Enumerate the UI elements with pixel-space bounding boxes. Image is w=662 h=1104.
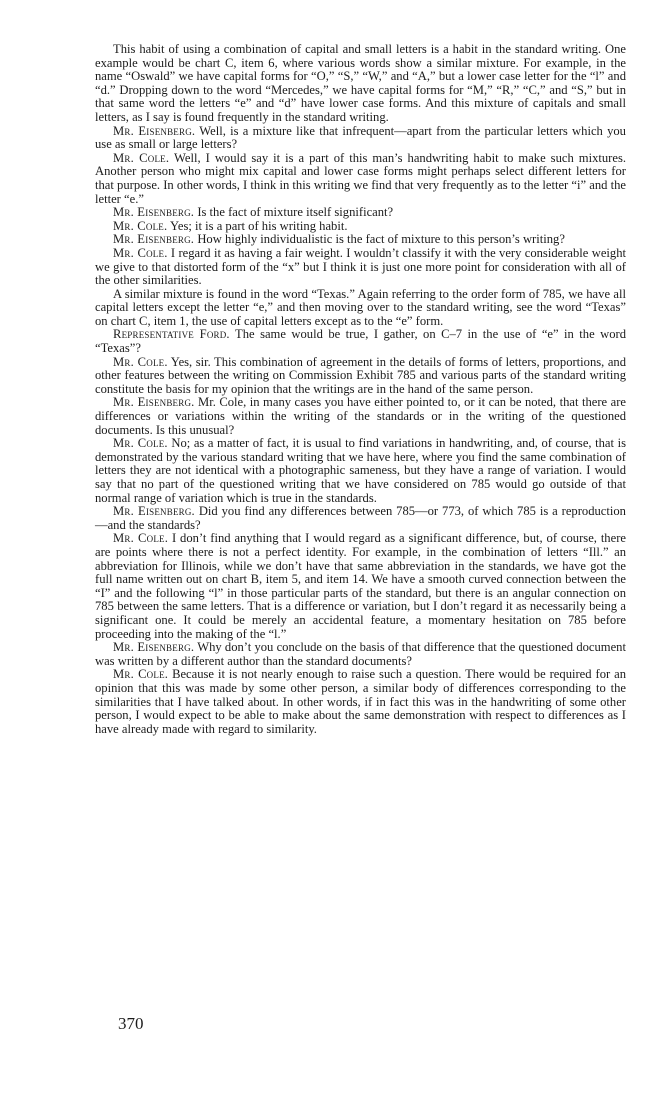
paragraph xyxy=(95,356,626,397)
paragraph xyxy=(95,206,626,220)
paragraph-text: I don’t find anything that I would regard as a significant difference, but, of course, there are points where there is not a perfect identity. For example, in the combination of letters “Ill.” an abbreviation for Illinois, while we don’t have that same abbreviation in the standards, we have got the full name written out on chart B, item 5, and item 14. We have a smooth curved connection between the “I” and the following “l” in those particular parts of the standard, but there is an angular connection on 785 between the same letters. That is a difference or variation, but I don’t regard it as necessarily being a significant one. It could be merely an accidental feature, a momentary hesitation on 785 before proceeding into the making of the “l.” xyxy=(95,531,626,641)
paragraph-text: Did you find any differences between 785—or 773, of which 785 is a reproduction—and the standards? xyxy=(95,504,626,532)
paragraph xyxy=(95,125,626,152)
speaker-name: Mr. Cole. xyxy=(113,150,170,165)
speaker-name: Representative Ford. xyxy=(113,327,230,342)
speaker-name: Mr. Eisenberg. xyxy=(113,504,195,519)
paragraph xyxy=(95,247,626,288)
paragraph-text: No; as a matter of fact, it is usual to find variations in handwriting, and, of course, that is demonstrated by the various standard writing that we have here, where you find the same combination of letters they are not identical with a photographic sameness, but they have a range of variation. I would say that no part of the questioned writing that we have considered on 785 would go outside of that normal range of variation which is true in the standards. xyxy=(95,436,626,505)
paragraph-text: Why don’t you conclude on the basis of that difference that the questioned document was written by a different author than the standard documents? xyxy=(95,640,626,668)
paragraph xyxy=(95,233,626,247)
paragraph-text: This habit of using a combination of capital and small letters is a habit in the standard writing. One example would be chart C, item 6, where various words show a similar mixture. For example, in the name “Oswald” we have capital forms for “O,” “S,” “W,” and “A,” but a lower case letter for the “l” and “d.” Dropping down to the word “Mercedes,” we have capital forms for “M,” “R,” “C,” and “S,” but in that same word the letters “e” and “d” have lower case forms. And this mixture of capitals and small letters, as I say is found frequently in the standard writing. xyxy=(95,42,626,124)
speaker-name: Mr. Cole. xyxy=(113,354,168,369)
paragraph-text: Because it is not nearly enough to raise such a question. There would be required for an opinion that this was made by some other person, a similar body of differences corresponding to the similarities that I have talked about. In other words, if in fact this was in the handwriting of some other person, I would expect to be able to make about the same demonstration with respect to differences as I have already made with regard to similarity. xyxy=(95,667,626,736)
speaker-name: Mr. Cole. xyxy=(113,245,168,260)
paragraph-text: Mr. Cole, in many cases you have either pointed to, or it can be noted, that there are differences or variations within the writing of the standards or in the writing of the questioned documents. Is this unusual? xyxy=(95,395,626,437)
paragraph-text: Well, I would say it is a part of this man’s handwriting habit to make such mixtures. Another person who might mix capital and lower case forms might perhaps select different letters for that purpose. In other words, I think in this writing we find that very frequently as to the letter “i” and the letter “e.” xyxy=(95,150,626,206)
paragraph xyxy=(95,152,626,206)
paragraph-text: I regard it as having a fair weight. I wouldn’t classify it with the very considerable weight we give to that distorted form of the “x” but I think it is just one more point for consideration with all of the other similarities. xyxy=(95,245,627,288)
speaker-name: Mr. Cole. xyxy=(113,218,168,233)
page-number: 370 xyxy=(118,1014,144,1033)
paragraph-text: The same would be true, I gather, on C–7 in the use of “e” in the word “Texas”? xyxy=(95,327,627,356)
paragraph xyxy=(95,641,626,668)
paragraph xyxy=(95,505,626,532)
testimony-text xyxy=(95,43,626,736)
paragraph xyxy=(95,288,626,329)
speaker-name: Mr. Cole. xyxy=(113,667,169,682)
paragraph-text: A similar mixture is found in the word “Texas.” Again referring to the order form of 785, we have all capital letters except the letter “e,” and then moving over to the standard writing, see the word “Texas” on chart C, item 1, the use of capital letters except as to the “e” form. xyxy=(95,286,626,328)
paragraph-text: How highly individualistic is the fact of mixture to this person’s writing? xyxy=(197,232,565,247)
paragraph-text: Well, is a mixture like that infrequent—apart from the particular letters which you use as small or large letters? xyxy=(95,123,626,152)
paragraph xyxy=(95,532,626,641)
paragraph xyxy=(95,220,626,234)
paragraph xyxy=(95,328,626,355)
paragraph xyxy=(95,396,626,437)
paragraph xyxy=(95,43,626,125)
paragraph-text: Yes; it is a part of his writing habit. xyxy=(170,218,348,233)
speaker-name: Mr. Eisenberg. xyxy=(113,123,196,138)
speaker-name: Mr. Eisenberg. xyxy=(113,205,195,220)
paragraph-text: Is the fact of mixture itself significant? xyxy=(197,205,394,220)
paragraph xyxy=(95,668,626,736)
speaker-name: Mr. Cole. xyxy=(113,436,168,451)
speaker-name: Mr. Cole. xyxy=(113,531,169,546)
speaker-name: Mr. Eisenberg. xyxy=(113,395,195,410)
speaker-name: Mr. Eisenberg. xyxy=(113,232,195,247)
speaker-name: Mr. Eisenberg. xyxy=(113,640,195,655)
paragraph-text: Yes, sir. This combination of agreement in the details of forms of letters, proportions, and other features between the writing on Commission Exhibit 785 and various parts of the standard writing constitute the basis for my opinion that the writings are in the hand of the same person. xyxy=(95,354,627,396)
paragraph xyxy=(95,437,626,505)
